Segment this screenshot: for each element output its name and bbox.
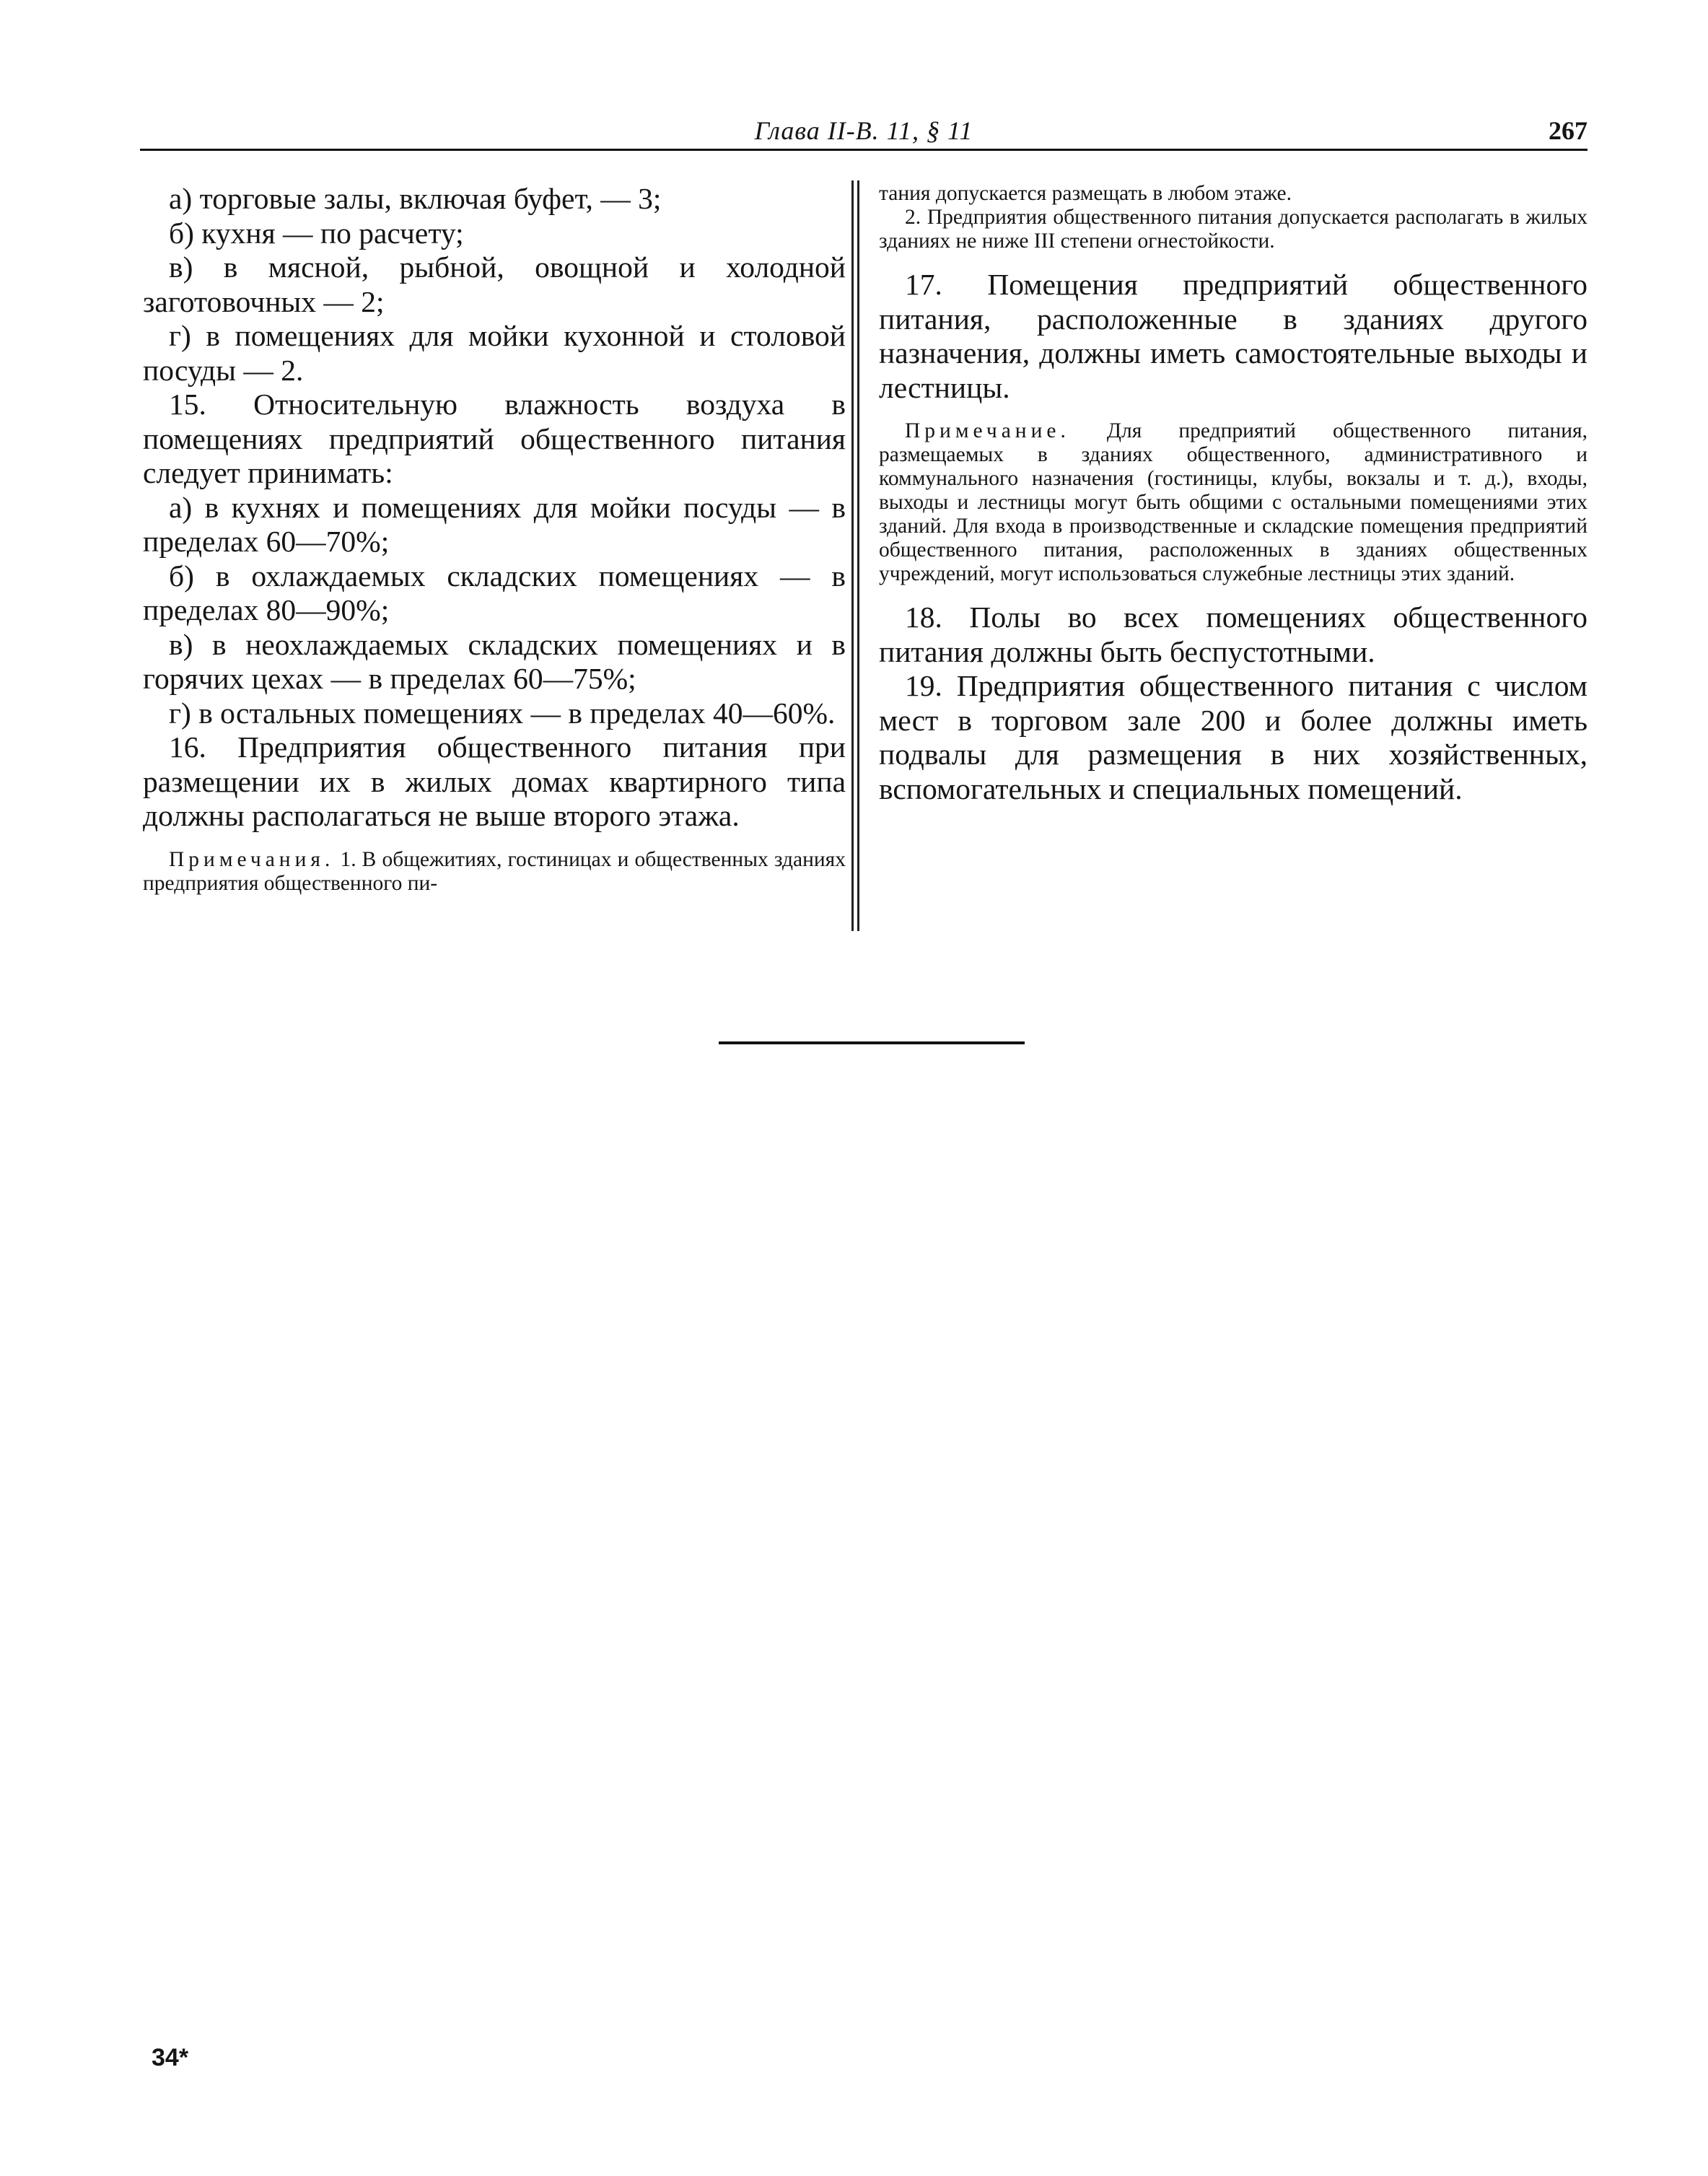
signature-mark: 34* — [152, 2044, 189, 2071]
left-column — [143, 182, 846, 896]
notes-label: Примечания. — [169, 847, 335, 871]
chapter-title: Глава II-В. 11, § 11 — [754, 116, 973, 145]
note-label: Примечание. — [905, 419, 1070, 442]
item-a-humidity: а) в кухнях и помещениях для мойки посуды — в пределах 60—70%; — [143, 490, 846, 558]
item-b-humidity: б) в охлаждаемых складских помещениях — в пределах 80—90%; — [143, 559, 846, 626]
end-rule — [719, 1041, 1025, 1044]
item-g-dishwashing: г) в помещениях для мойки кухонной и столовой посуды — 2. — [143, 319, 846, 387]
clause-18: 18. Полы во всех помещениях общественного питания должны быть беспустотными. — [879, 600, 1587, 668]
item-g-humidity: г) в остальных помещениях — в пределах 40—60%. — [169, 696, 836, 730]
clause-19: 19. Предприятия общественного питания с числом мест в торговом зале 200 и более должны иметь подвалы для размещения в них хозяйственных, вспомогательных и специальных помещений. — [879, 669, 1587, 805]
running-header — [140, 108, 1587, 150]
note-1-text: 1. В общежитиях, гостиницах и общественных зданиях предприятия общественного пи- — [143, 847, 846, 895]
right-column — [879, 182, 1587, 806]
item-b-kitchen: б) кухня — по расчету; — [169, 216, 464, 250]
item-a-trade-halls: а) торговые залы, включая буфет, — 3; — [169, 182, 662, 215]
note-1-continuation: тания допускается размещать в любом этаже. — [879, 182, 1292, 205]
clause-17: 17. Помещения предприятий общественного питания, расположенные в зданиях другого назначения, должны иметь самостоятельные выходы и лестницы. — [879, 268, 1587, 404]
page-number: 267 — [1549, 116, 1587, 145]
clause-15: 15. Относительную влажность воздуха в помещениях предприятий общественного питания следует принимать: — [143, 388, 846, 489]
header-rule — [140, 149, 1587, 151]
note-2: 2. Предприятия общественного питания допускается располагать в жилых зданиях не ниже III степени огнестойкости. — [879, 206, 1587, 253]
note-clause-17 — [879, 419, 1587, 586]
item-v-humidity: в) в неохлаждаемых складских помещениях и в горячих цехах — в пределах 60—75%; — [143, 627, 846, 695]
note-text: Для предприятий общественного питания, размещаемых в зданиях общественного, административного и коммунального назначения (гостиницы, клубы, вокзалы и т. д.), входы, выходы и лестницы могут быть общими с остальными помещениями этих зданий. Для входа в производственные и складские помещения предприятий общественного питания, расположенных в зданиях общественных учреждений, могут использоваться служебные лестницы этих зданий. — [879, 419, 1587, 585]
clause-16: 16. Предприятия общественного питания при размещении их в жилых домах квартирного типа должны располагаться не выше второго этажа. — [143, 730, 846, 832]
item-v-preparation: в) в мясной, рыбной, овощной и холодной заготовочных — 2; — [143, 250, 846, 318]
column-divider — [851, 180, 859, 931]
notes-clause-16 — [143, 848, 846, 896]
